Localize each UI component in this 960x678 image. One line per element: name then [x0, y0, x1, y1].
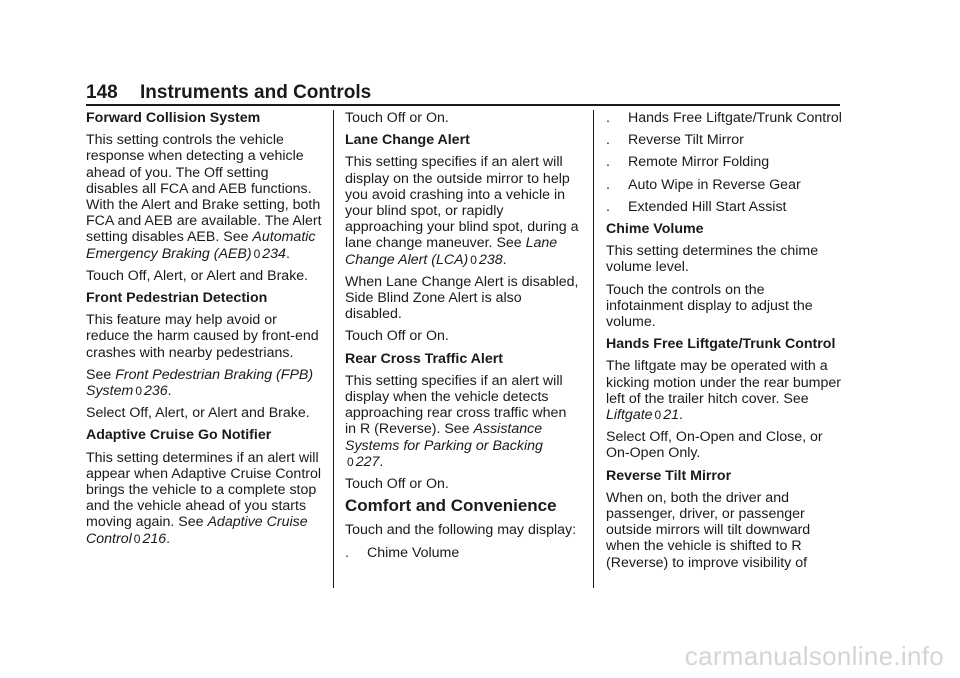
- fcs-body: This setting controls the vehicle response when detecting a vehicle ahead of you. The Off setting disables all FCA and AEB functions. With the Alert and Brake setting, both FCA and AEB are available. The Alert setting disables AEB. See Automatic Emergency Braking (AEB) 0 234.: [86, 132, 322, 262]
- acgn-link[interactable]: Adaptive Cruise Control: [86, 514, 308, 547]
- column-divider-1: [333, 110, 334, 588]
- hfl-link[interactable]: Liftgate: [606, 407, 653, 424]
- rcta-text: This setting specifies if an alert will display when the vehicle detects approaching rear cross traffic when in R (Reverse). See: [345, 372, 567, 438]
- rcta-link[interactable]: Assistance Systems for Parking or Backing: [345, 421, 543, 454]
- page-ref-icon: 0: [135, 384, 142, 399]
- fpd-options: Select Off, Alert, or Alert and Brake.: [86, 405, 310, 422]
- rtm-body: When on, both the driver and passenger, driver, or passenger outside mirrors will tilt downward when the vehicle is shifted to R (Reverse) to improve visibility of: [606, 489, 811, 571]
- rcta-options: Touch Off or On.: [345, 476, 449, 493]
- fcs-heading: Forward Collision System: [86, 110, 261, 126]
- lca-body: This setting specifies if an alert will display on the outside mirror to help you avoid crashing into a vehicle in your blind spot, or rapidly approaching your blind spot, during a lane change maneuver. See Lane Change Alert (LCA) 0 238.: [345, 154, 579, 268]
- section-title: Instruments and Controls: [140, 82, 372, 103]
- list-item: [345, 545, 579, 561]
- fpd-heading: Front Pedestrian Detection: [86, 290, 268, 307]
- hfl-text: The liftgate may be operated with a kicking motion under the rear bumper left of the trailer hitch cover. See: [606, 358, 842, 407]
- bullet-icon: .: [606, 132, 610, 149]
- list-item: [606, 199, 842, 215]
- acgn-body: This setting determines if an alert will appear when Adaptive Cruise Control brings the vehicle to a complete stop and the vehicle ahead of you starts moving again. See Adaptive Cruise Control 0 216.: [86, 449, 322, 547]
- list-item: [606, 154, 842, 170]
- fpd-see-text: See: [86, 366, 116, 383]
- bullet-icon: .: [606, 154, 610, 171]
- column-3: [606, 110, 842, 577]
- acgn-page[interactable]: 216: [142, 530, 167, 547]
- bullet-text: Chime Volume: [367, 544, 460, 561]
- column-divider-2: [593, 110, 594, 588]
- header-rule: [86, 104, 840, 106]
- fpd-see: See Front Pedestrian Braking (FPB) System 0 236.: [86, 366, 314, 400]
- acgn-options: Touch Off or On.: [345, 110, 449, 126]
- cv-touch: Touch the controls on the infotainment display to adjust the volume.: [606, 281, 813, 331]
- bullet-text: Hands Free Liftgate/Trunk Control: [628, 110, 842, 126]
- bullet-text: Reverse Tilt Mirror: [628, 132, 744, 149]
- hfl-options: Select Off, On-Open and Close, or On-Open Only.: [606, 429, 823, 462]
- bullet-icon: .: [606, 176, 610, 193]
- column-2: [345, 110, 579, 567]
- bullet-text: Extended Hill Start Assist: [628, 198, 787, 215]
- rcta-page[interactable]: 227: [355, 453, 380, 470]
- page-ref-icon: 0: [133, 531, 141, 546]
- fpd-body: This feature may help avoid or reduce the harm caused by front-end crashes with nearby pedestrians.: [86, 312, 319, 361]
- cv-heading: Chime Volume: [606, 221, 704, 238]
- bullet-icon: .: [345, 544, 349, 561]
- page-number: 148: [86, 82, 118, 103]
- rtm-heading: Reverse Tilt Mirror: [606, 467, 732, 484]
- hfl-page[interactable]: 21: [663, 407, 680, 424]
- column-1: [86, 110, 322, 553]
- lca-text: This setting specifies if an alert will display on the outside mirror to help you avoid crashing into a vehicle in your blind spot, or rapidly approaching your blind spot, during a lane change maneuver. See: [345, 154, 579, 252]
- lca-heading: Lane Change Alert: [345, 132, 470, 149]
- page-ref-icon: 0: [654, 408, 662, 423]
- watermark: carmanualsonline.info: [684, 641, 944, 671]
- cc-heading: Comfort and Convenience: [345, 496, 557, 516]
- acgn-text: This setting determines if an alert will appear when Adaptive Cruise Control brings the vehicle to a complete stop and the vehicle ahead of you starts moving again. See: [86, 449, 322, 531]
- bullet-text: Auto Wipe in Reverse Gear: [628, 176, 801, 193]
- fpd-page[interactable]: 236: [144, 383, 168, 400]
- fcs-page[interactable]: 234: [262, 245, 286, 262]
- rcta-body: This setting specifies if an alert will display when the vehicle detects approaching rear cross traffic when in R (Reverse). See Assistance Systems for Parking or Backing 0 227.: [345, 372, 567, 470]
- fpd-link[interactable]: Front Pedestrian Braking (FPB) System: [86, 366, 314, 400]
- lca-link[interactable]: Lane Change Alert (LCA): [345, 235, 558, 268]
- page-ref-icon: 0: [347, 454, 354, 469]
- bullet-icon: .: [606, 110, 610, 126]
- acgn-heading: Adaptive Cruise Go Notifier: [86, 427, 272, 444]
- bullet-icon: .: [606, 198, 610, 215]
- list-item: [606, 110, 842, 126]
- fcs-text: This setting controls the vehicle response when detecting a vehicle ahead of you. The Off setting disables all FCA and AEB functions. With the Alert and Brake setting, both FCA and AEB are available. The Alert setting disables AEB. See: [86, 132, 322, 246]
- cv-body: This setting determines the chime volume level.: [606, 243, 819, 276]
- page-ref-icon: 0: [253, 246, 261, 261]
- page-ref-icon: 0: [470, 252, 477, 267]
- lca-disabled: When Lane Change Alert is disabled, Side Blind Zone Alert is also disabled.: [345, 273, 579, 323]
- hfl-body: The liftgate may be operated with a kicking motion under the rear bumper left of the trailer hitch cover. See Liftgate 0 21.: [606, 358, 842, 424]
- page-header: [86, 82, 840, 104]
- rcta-heading: Rear Cross Traffic Alert: [345, 350, 503, 367]
- lca-options: Touch Off or On.: [345, 328, 449, 345]
- list-item: [606, 132, 842, 148]
- hfl-heading: Hands Free Liftgate/Trunk Control: [606, 336, 836, 353]
- fcs-link[interactable]: Automatic Emergency Braking (AEB): [86, 229, 316, 262]
- bullet-text: Remote Mirror Folding: [628, 154, 770, 171]
- list-item: [606, 177, 842, 193]
- fcs-options: Touch Off, Alert, or Alert and Brake.: [86, 267, 309, 284]
- lca-page[interactable]: 238: [478, 251, 503, 268]
- cc-body: Touch and the following may display:: [345, 522, 577, 539]
